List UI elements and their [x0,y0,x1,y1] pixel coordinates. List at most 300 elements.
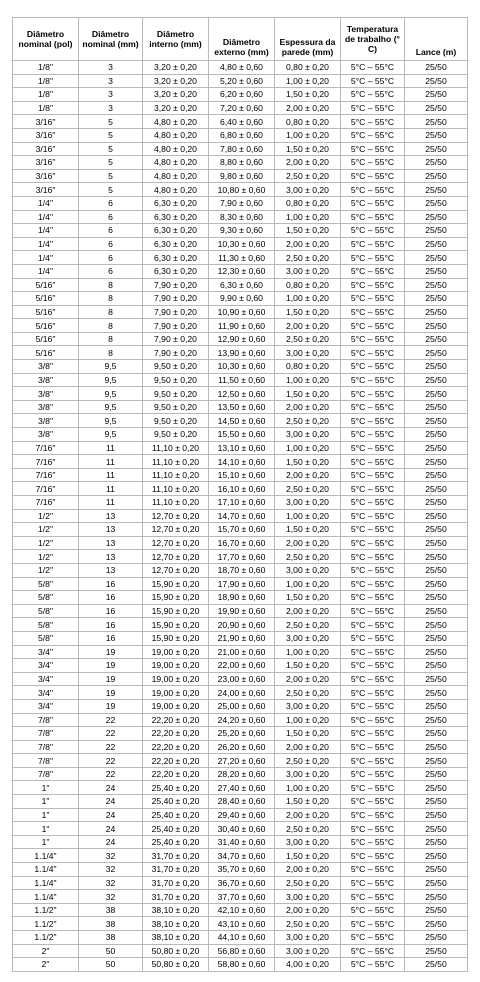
cell-internal-diameter: 15,90 ± 0,20 [143,604,209,618]
cell-external-diameter: 12,30 ± 0,60 [209,264,275,278]
cell-working-temperature: 5°C – 55°C [341,264,405,278]
cell-external-diameter: 34,70 ± 0,60 [209,849,275,863]
cell-wall-thickness: 2,00 ± 0,20 [275,903,341,917]
table-row [13,414,468,428]
cell-wall-thickness: 2,50 ± 0,20 [275,251,341,265]
cell-nominal-diameter-mm: 5 [79,183,143,197]
cell-working-temperature: 5°C – 55°C [341,360,405,374]
cell-external-diameter: 7,80 ± 0,60 [209,142,275,156]
cell-nominal-diameter-in: 7/16" [13,455,79,469]
cell-internal-diameter: 4,80 ± 0,20 [143,183,209,197]
cell-nominal-diameter-mm: 16 [79,577,143,591]
cell-length: 25/50 [405,224,468,238]
cell-nominal-diameter-mm: 5 [79,169,143,183]
cell-wall-thickness: 1,50 ± 0,20 [275,849,341,863]
cell-length: 25/50 [405,835,468,849]
cell-external-diameter: 11,30 ± 0,60 [209,251,275,265]
cell-nominal-diameter-in: 5/16" [13,305,79,319]
table-row [13,944,468,958]
cell-working-temperature: 5°C – 55°C [341,305,405,319]
cell-wall-thickness: 2,50 ± 0,20 [275,550,341,564]
cell-working-temperature: 5°C – 55°C [341,128,405,142]
table-row [13,563,468,577]
cell-working-temperature: 5°C – 55°C [341,917,405,931]
cell-length: 25/50 [405,428,468,442]
cell-wall-thickness: 0,80 ± 0,20 [275,196,341,210]
cell-nominal-diameter-mm: 32 [79,863,143,877]
cell-external-diameter: 10,30 ± 0,60 [209,237,275,251]
cell-internal-diameter: 15,90 ± 0,20 [143,577,209,591]
cell-nominal-diameter-mm: 13 [79,536,143,550]
cell-working-temperature: 5°C – 55°C [341,400,405,414]
cell-nominal-diameter-mm: 6 [79,196,143,210]
table-row [13,428,468,442]
table-row [13,863,468,877]
table-row [13,88,468,102]
cell-nominal-diameter-in: 5/8" [13,577,79,591]
cell-length: 25/50 [405,536,468,550]
cell-external-diameter: 58,80 ± 0,60 [209,958,275,972]
cell-working-temperature: 5°C – 55°C [341,251,405,265]
table-row [13,659,468,673]
cell-internal-diameter: 11,10 ± 0,20 [143,496,209,510]
cell-wall-thickness: 2,50 ± 0,20 [275,169,341,183]
cell-internal-diameter: 31,70 ± 0,20 [143,890,209,904]
cell-length: 25/50 [405,183,468,197]
cell-working-temperature: 5°C – 55°C [341,672,405,686]
cell-wall-thickness: 1,00 ± 0,20 [275,781,341,795]
cell-wall-thickness: 1,50 ± 0,20 [275,659,341,673]
cell-nominal-diameter-in: 3/4" [13,659,79,673]
cell-wall-thickness: 2,50 ± 0,20 [275,482,341,496]
cell-nominal-diameter-mm: 8 [79,319,143,333]
cell-external-diameter: 14,10 ± 0,60 [209,455,275,469]
cell-wall-thickness: 3,00 ± 0,20 [275,264,341,278]
table-row [13,822,468,836]
cell-working-temperature: 5°C – 55°C [341,835,405,849]
cell-nominal-diameter-in: 5/16" [13,319,79,333]
cell-external-diameter: 12,90 ± 0,60 [209,332,275,346]
cell-external-diameter: 44,10 ± 0,60 [209,931,275,945]
cell-working-temperature: 5°C – 55°C [341,686,405,700]
cell-length: 25/50 [405,577,468,591]
cell-nominal-diameter-mm: 11 [79,455,143,469]
cell-working-temperature: 5°C – 55°C [341,536,405,550]
cell-internal-diameter: 11,10 ± 0,20 [143,468,209,482]
cell-nominal-diameter-in: 1/8" [13,61,79,75]
cell-wall-thickness: 1,00 ± 0,20 [275,74,341,88]
cell-nominal-diameter-mm: 22 [79,740,143,754]
cell-working-temperature: 5°C – 55°C [341,414,405,428]
cell-wall-thickness: 1,00 ± 0,20 [275,645,341,659]
cell-external-diameter: 4,80 ± 0,60 [209,61,275,75]
cell-length: 25/50 [405,101,468,115]
cell-working-temperature: 5°C – 55°C [341,903,405,917]
cell-nominal-diameter-mm: 24 [79,808,143,822]
cell-nominal-diameter-mm: 6 [79,224,143,238]
table-row [13,115,468,129]
cell-nominal-diameter-mm: 50 [79,944,143,958]
cell-nominal-diameter-in: 1/4" [13,224,79,238]
header-working-temperature: Temperatura de trabalho (° C) [341,18,405,61]
cell-working-temperature: 5°C – 55°C [341,795,405,809]
cell-wall-thickness: 2,00 ± 0,20 [275,672,341,686]
cell-wall-thickness: 2,00 ± 0,20 [275,536,341,550]
cell-wall-thickness: 1,50 ± 0,20 [275,88,341,102]
cell-internal-diameter: 11,10 ± 0,20 [143,441,209,455]
cell-length: 25/50 [405,196,468,210]
cell-nominal-diameter-in: 5/16" [13,332,79,346]
cell-external-diameter: 11,50 ± 0,60 [209,373,275,387]
cell-nominal-diameter-in: 1/2" [13,509,79,523]
header-external-diameter: Diâmetro externo (mm) [209,18,275,61]
cell-length: 25/50 [405,876,468,890]
cell-internal-diameter: 11,10 ± 0,20 [143,482,209,496]
cell-internal-diameter: 25,40 ± 0,20 [143,835,209,849]
cell-nominal-diameter-mm: 3 [79,101,143,115]
cell-length: 25/50 [405,441,468,455]
cell-internal-diameter: 7,90 ± 0,20 [143,305,209,319]
table-header [13,18,468,61]
table-row [13,645,468,659]
cell-wall-thickness: 2,00 ± 0,20 [275,319,341,333]
cell-wall-thickness: 1,50 ± 0,20 [275,387,341,401]
cell-working-temperature: 5°C – 55°C [341,482,405,496]
cell-wall-thickness: 1,00 ± 0,20 [275,577,341,591]
cell-working-temperature: 5°C – 55°C [341,604,405,618]
cell-length: 25/50 [405,88,468,102]
cell-external-diameter: 13,50 ± 0,60 [209,400,275,414]
cell-working-temperature: 5°C – 55°C [341,659,405,673]
cell-internal-diameter: 4,80 ± 0,20 [143,115,209,129]
cell-nominal-diameter-in: 1" [13,835,79,849]
cell-nominal-diameter-in: 1/8" [13,88,79,102]
cell-internal-diameter: 22,20 ± 0,20 [143,727,209,741]
cell-nominal-diameter-mm: 6 [79,237,143,251]
cell-nominal-diameter-in: 1/4" [13,264,79,278]
cell-nominal-diameter-mm: 22 [79,727,143,741]
cell-length: 25/50 [405,931,468,945]
cell-length: 25/50 [405,563,468,577]
cell-length: 25/50 [405,156,468,170]
cell-nominal-diameter-mm: 16 [79,591,143,605]
cell-nominal-diameter-in: 5/8" [13,604,79,618]
table-row [13,740,468,754]
table-row [13,536,468,550]
cell-wall-thickness: 0,80 ± 0,20 [275,61,341,75]
cell-nominal-diameter-in: 1" [13,808,79,822]
cell-wall-thickness: 3,00 ± 0,20 [275,767,341,781]
cell-external-diameter: 35,70 ± 0,60 [209,863,275,877]
table-row [13,482,468,496]
cell-working-temperature: 5°C – 55°C [341,876,405,890]
cell-internal-diameter: 25,40 ± 0,20 [143,795,209,809]
cell-internal-diameter: 19,00 ± 0,20 [143,672,209,686]
cell-internal-diameter: 12,70 ± 0,20 [143,563,209,577]
cell-nominal-diameter-mm: 16 [79,618,143,632]
cell-wall-thickness: 0,80 ± 0,20 [275,115,341,129]
cell-length: 25/50 [405,699,468,713]
cell-external-diameter: 12,50 ± 0,60 [209,387,275,401]
cell-wall-thickness: 3,00 ± 0,20 [275,944,341,958]
cell-external-diameter: 15,10 ± 0,60 [209,468,275,482]
cell-internal-diameter: 9,50 ± 0,20 [143,373,209,387]
table-row [13,781,468,795]
table-row [13,332,468,346]
cell-nominal-diameter-mm: 16 [79,631,143,645]
table-row [13,672,468,686]
cell-internal-diameter: 12,70 ± 0,20 [143,509,209,523]
cell-length: 25/50 [405,917,468,931]
cell-wall-thickness: 1,00 ± 0,20 [275,128,341,142]
cell-nominal-diameter-mm: 9,5 [79,373,143,387]
cell-working-temperature: 5°C – 55°C [341,373,405,387]
cell-internal-diameter: 9,50 ± 0,20 [143,428,209,442]
cell-wall-thickness: 4,00 ± 0,20 [275,958,341,972]
table-row [13,699,468,713]
cell-nominal-diameter-in: 7/8" [13,754,79,768]
cell-working-temperature: 5°C – 55°C [341,563,405,577]
cell-internal-diameter: 3,20 ± 0,20 [143,74,209,88]
cell-nominal-diameter-mm: 5 [79,115,143,129]
cell-internal-diameter: 12,70 ± 0,20 [143,523,209,537]
cell-wall-thickness: 2,00 ± 0,20 [275,808,341,822]
cell-internal-diameter: 6,30 ± 0,20 [143,196,209,210]
table-row [13,360,468,374]
cell-wall-thickness: 2,00 ± 0,20 [275,604,341,618]
cell-length: 25/50 [405,781,468,795]
cell-nominal-diameter-in: 3/16" [13,142,79,156]
cell-internal-diameter: 9,50 ± 0,20 [143,387,209,401]
cell-length: 25/50 [405,903,468,917]
cell-wall-thickness: 2,50 ± 0,20 [275,754,341,768]
cell-internal-diameter: 3,20 ± 0,20 [143,101,209,115]
cell-internal-diameter: 4,80 ± 0,20 [143,169,209,183]
cell-wall-thickness: 1,50 ± 0,20 [275,591,341,605]
cell-working-temperature: 5°C – 55°C [341,196,405,210]
cell-wall-thickness: 1,00 ± 0,20 [275,210,341,224]
cell-nominal-diameter-mm: 6 [79,251,143,265]
cell-working-temperature: 5°C – 55°C [341,468,405,482]
cell-wall-thickness: 1,50 ± 0,20 [275,727,341,741]
cell-external-diameter: 10,80 ± 0,60 [209,183,275,197]
cell-length: 25/50 [405,754,468,768]
cell-nominal-diameter-in: 5/8" [13,631,79,645]
cell-length: 25/50 [405,944,468,958]
cell-wall-thickness: 2,50 ± 0,20 [275,332,341,346]
cell-length: 25/50 [405,618,468,632]
cell-internal-diameter: 22,20 ± 0,20 [143,754,209,768]
table-row [13,808,468,822]
cell-external-diameter: 8,30 ± 0,60 [209,210,275,224]
cell-working-temperature: 5°C – 55°C [341,645,405,659]
cell-nominal-diameter-mm: 9,5 [79,387,143,401]
cell-wall-thickness: 1,50 ± 0,20 [275,455,341,469]
table-body [13,61,468,972]
cell-wall-thickness: 3,00 ± 0,20 [275,931,341,945]
cell-working-temperature: 5°C – 55°C [341,781,405,795]
cell-nominal-diameter-in: 1/8" [13,101,79,115]
cell-wall-thickness: 3,00 ± 0,20 [275,428,341,442]
header-row [13,18,468,61]
cell-external-diameter: 27,40 ± 0,60 [209,781,275,795]
cell-internal-diameter: 19,00 ± 0,20 [143,686,209,700]
cell-nominal-diameter-in: 1" [13,781,79,795]
cell-internal-diameter: 38,10 ± 0,20 [143,903,209,917]
cell-external-diameter: 22,00 ± 0,60 [209,659,275,673]
table-row [13,387,468,401]
cell-nominal-diameter-in: 1.1/4" [13,876,79,890]
cell-wall-thickness: 2,50 ± 0,20 [275,686,341,700]
cell-length: 25/50 [405,373,468,387]
cell-nominal-diameter-mm: 11 [79,441,143,455]
cell-internal-diameter: 7,90 ± 0,20 [143,319,209,333]
cell-working-temperature: 5°C – 55°C [341,523,405,537]
cell-working-temperature: 5°C – 55°C [341,387,405,401]
cell-wall-thickness: 2,00 ± 0,20 [275,740,341,754]
cell-nominal-diameter-in: 3/4" [13,699,79,713]
cell-wall-thickness: 0,80 ± 0,20 [275,360,341,374]
cell-nominal-diameter-mm: 13 [79,563,143,577]
cell-wall-thickness: 1,50 ± 0,20 [275,305,341,319]
table-row [13,618,468,632]
cell-nominal-diameter-mm: 11 [79,468,143,482]
cell-internal-diameter: 9,50 ± 0,20 [143,414,209,428]
cell-nominal-diameter-mm: 13 [79,509,143,523]
cell-length: 25/50 [405,631,468,645]
cell-external-diameter: 13,10 ± 0,60 [209,441,275,455]
cell-external-diameter: 21,00 ± 0,60 [209,645,275,659]
cell-nominal-diameter-in: 3/4" [13,672,79,686]
cell-external-diameter: 18,90 ± 0,60 [209,591,275,605]
cell-nominal-diameter-mm: 22 [79,767,143,781]
cell-length: 25/50 [405,727,468,741]
cell-nominal-diameter-in: 7/16" [13,468,79,482]
cell-nominal-diameter-mm: 22 [79,713,143,727]
cell-external-diameter: 6,80 ± 0,60 [209,128,275,142]
cell-working-temperature: 5°C – 55°C [341,727,405,741]
cell-nominal-diameter-mm: 8 [79,305,143,319]
cell-working-temperature: 5°C – 55°C [341,74,405,88]
cell-nominal-diameter-in: 7/8" [13,713,79,727]
cell-nominal-diameter-in: 5/16" [13,292,79,306]
cell-external-diameter: 24,00 ± 0,60 [209,686,275,700]
cell-nominal-diameter-mm: 19 [79,699,143,713]
cell-internal-diameter: 38,10 ± 0,20 [143,931,209,945]
cell-working-temperature: 5°C – 55°C [341,210,405,224]
cell-length: 25/50 [405,400,468,414]
cell-working-temperature: 5°C – 55°C [341,278,405,292]
cell-nominal-diameter-mm: 9,5 [79,414,143,428]
cell-wall-thickness: 2,50 ± 0,20 [275,414,341,428]
table-row [13,319,468,333]
cell-working-temperature: 5°C – 55°C [341,822,405,836]
table-row [13,767,468,781]
cell-nominal-diameter-in: 2" [13,944,79,958]
cell-working-temperature: 5°C – 55°C [341,931,405,945]
cell-wall-thickness: 1,00 ± 0,20 [275,373,341,387]
cell-wall-thickness: 1,00 ± 0,20 [275,441,341,455]
cell-nominal-diameter-mm: 5 [79,156,143,170]
cell-nominal-diameter-in: 1" [13,795,79,809]
cell-internal-diameter: 31,70 ± 0,20 [143,876,209,890]
cell-length: 25/50 [405,496,468,510]
cell-wall-thickness: 1,00 ± 0,20 [275,509,341,523]
table-row [13,101,468,115]
table-row [13,591,468,605]
cell-nominal-diameter-mm: 19 [79,672,143,686]
cell-nominal-diameter-mm: 24 [79,781,143,795]
cell-wall-thickness: 0,80 ± 0,20 [275,278,341,292]
cell-working-temperature: 5°C – 55°C [341,292,405,306]
cell-length: 25/50 [405,468,468,482]
cell-working-temperature: 5°C – 55°C [341,496,405,510]
cell-nominal-diameter-in: 7/8" [13,767,79,781]
table-row [13,754,468,768]
cell-length: 25/50 [405,455,468,469]
table-row [13,251,468,265]
cell-length: 25/50 [405,142,468,156]
table-row [13,523,468,537]
cell-external-diameter: 19,90 ± 0,60 [209,604,275,618]
cell-internal-diameter: 25,40 ± 0,20 [143,781,209,795]
cell-working-temperature: 5°C – 55°C [341,754,405,768]
cell-working-temperature: 5°C – 55°C [341,509,405,523]
cell-working-temperature: 5°C – 55°C [341,618,405,632]
table-row [13,903,468,917]
cell-working-temperature: 5°C – 55°C [341,890,405,904]
cell-nominal-diameter-in: 7/8" [13,727,79,741]
cell-working-temperature: 5°C – 55°C [341,455,405,469]
cell-nominal-diameter-mm: 3 [79,61,143,75]
cell-nominal-diameter-mm: 24 [79,822,143,836]
cell-nominal-diameter-mm: 9,5 [79,360,143,374]
cell-length: 25/50 [405,251,468,265]
table-row [13,373,468,387]
cell-external-diameter: 25,20 ± 0,60 [209,727,275,741]
cell-wall-thickness: 3,00 ± 0,20 [275,496,341,510]
cell-nominal-diameter-in: 3/4" [13,645,79,659]
cell-nominal-diameter-in: 7/16" [13,496,79,510]
cell-wall-thickness: 3,00 ± 0,20 [275,183,341,197]
cell-internal-diameter: 6,30 ± 0,20 [143,210,209,224]
cell-external-diameter: 5,20 ± 0,60 [209,74,275,88]
cell-length: 25/50 [405,686,468,700]
table-row [13,183,468,197]
cell-internal-diameter: 6,30 ± 0,20 [143,237,209,251]
cell-internal-diameter: 3,20 ± 0,20 [143,61,209,75]
table-row [13,142,468,156]
cell-wall-thickness: 2,50 ± 0,20 [275,876,341,890]
cell-nominal-diameter-in: 7/8" [13,740,79,754]
cell-nominal-diameter-in: 3/8" [13,414,79,428]
cell-nominal-diameter-in: 3/8" [13,387,79,401]
cell-internal-diameter: 22,20 ± 0,20 [143,713,209,727]
table-row [13,169,468,183]
cell-working-temperature: 5°C – 55°C [341,808,405,822]
cell-internal-diameter: 19,00 ± 0,20 [143,659,209,673]
cell-internal-diameter: 31,70 ± 0,20 [143,863,209,877]
cell-external-diameter: 25,00 ± 0,60 [209,699,275,713]
cell-wall-thickness: 2,00 ± 0,20 [275,863,341,877]
cell-nominal-diameter-in: 3/16" [13,115,79,129]
cell-external-diameter: 24,20 ± 0,60 [209,713,275,727]
header-wall-thickness: Espessura da parede (mm) [275,18,341,61]
cell-working-temperature: 5°C – 55°C [341,441,405,455]
table-row [13,631,468,645]
cell-wall-thickness: 3,00 ± 0,20 [275,835,341,849]
cell-nominal-diameter-mm: 19 [79,659,143,673]
